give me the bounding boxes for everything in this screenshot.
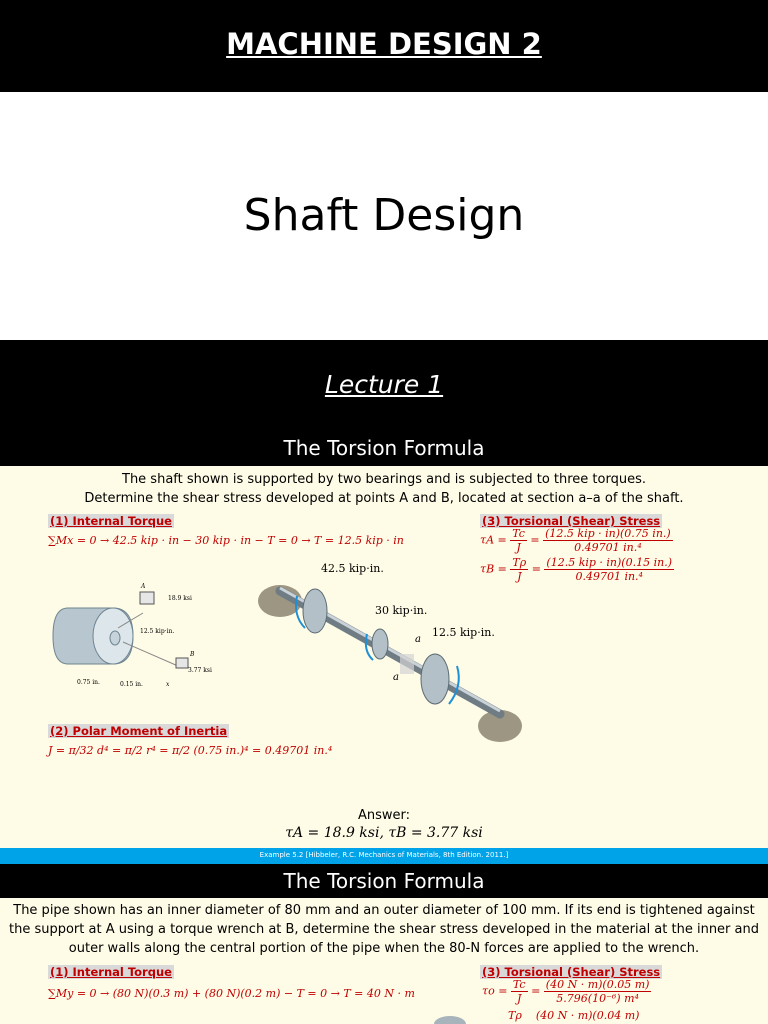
tauA-frac-den: 0.49701 in.⁴: [574, 541, 642, 554]
taui-frac-num: (40 N · m)(0.04 m): [535, 1009, 640, 1022]
step1-equation: ∑Mx = 0 → 42.5 kip · in − 30 kip · in − T = 0 → T = 12.5 kip · in: [48, 534, 404, 547]
tauo-den: J: [517, 992, 522, 1005]
problem-line-2: Determine the shear stress developed at points A and B, located at section a–a of the shaft.: [84, 491, 684, 506]
step2-equation: J = π/32 d⁴ = π/2 r⁴ = π/2 (0.75 in.)⁴ = 0.49701 in.⁴: [48, 744, 333, 757]
label-section-a-bottom: a: [393, 672, 399, 683]
label-torque-42: 42.5 kip·in.: [321, 562, 384, 575]
citation-text: Example 5.2 [Hibbeler, R.C. Mechanics of Materials, 8th Edition. 2011.]: [259, 851, 509, 859]
header-bar: [0, 0, 768, 92]
title-slide: [0, 92, 768, 340]
step1-label-2: (1) Internal Torque: [50, 965, 172, 979]
problem-line-1: The shaft shown is supported by two bearings and is subjected to three torques.: [122, 472, 646, 487]
example-2-panel: [0, 898, 768, 1024]
tauA-frac-num: (12.5 kip · in)(0.75 in.): [545, 527, 671, 540]
label-r-inner: 0.15 in.: [120, 681, 143, 688]
tauB-num: Tρ: [512, 556, 527, 569]
tauo-frac-den: 5.796(10⁻⁶) m⁴: [556, 992, 639, 1005]
label-stress-b: 3.77 ksi: [188, 667, 212, 674]
tauo-equation: τo = $\frac{Tc}{J}$ = $\frac{(40 N \cdot m)(0.05 m)}{\text{5.796(10⁻⁶) m⁴}}$: [482, 978, 650, 1005]
label-x: x: [166, 681, 170, 688]
lecture-banner: [0, 340, 768, 466]
tauo-lhs: τo =: [482, 984, 508, 998]
problem-statement-2: The pipe shown has an inner diameter of 80 mm and an outer diameter of 100 mm. If its end is tightened against the support at A using a torque wrench at B, determine the shear stress developed in the material at the inner and outer walls along the central portion of the pipe when the 80-N forces are applied to the wrench.: [9, 903, 759, 956]
tauB-frac-den: 0.49701 in.⁴: [575, 570, 643, 583]
label-torque-small: 12.5 kip·in.: [140, 628, 175, 635]
slide-title: Shaft Design: [243, 190, 525, 241]
tauo-num: Tc: [512, 978, 526, 991]
tauB-den: J: [517, 570, 522, 583]
taui-partial: [508, 1009, 639, 1022]
tauA-num: Tc: [512, 527, 525, 540]
citation-bar: [0, 848, 768, 864]
taui-num: Tρ: [508, 1009, 522, 1022]
header-title: MACHINE DESIGN 2: [226, 27, 542, 61]
pipe-figure-fragment: [430, 1010, 470, 1024]
problem-statement-1: [0, 470, 768, 508]
example-1-panel: [0, 466, 768, 848]
step3-label: (3) Torsional (Shear) Stress: [482, 514, 661, 528]
tauB-frac-num: (12.5 kip · in)(0.15 in.): [546, 556, 672, 569]
step3-label-2: (3) Torsional (Shear) Stress: [482, 965, 661, 979]
tauA-lhs: τA =: [480, 533, 507, 547]
label-torque-12: 12.5 kip·in.: [432, 626, 495, 639]
label-r-outer: 0.75 in.: [77, 679, 100, 686]
step1-equation-2: ∑My = 0 → (80 N)(0.3 m) + (80 N)(0.2 m) − T = 0 → T = 40 N · m: [48, 987, 415, 1000]
section-banner-2: [0, 864, 768, 898]
tauA-equation: τA = $\frac{Tc}{J}$ = $\frac{\text{(12.5 kip · in)(0.75 in.)}}{\text{0.49701 in.⁴}}$: [480, 527, 671, 554]
stress-element-figure: [48, 578, 228, 693]
shaft-figure: [235, 556, 535, 766]
label-section-a-top: a: [415, 634, 421, 645]
tauB-lhs: τB =: [480, 562, 507, 576]
section-title-1: The Torsion Formula: [283, 436, 485, 460]
step1-label: (1) Internal Torque: [50, 514, 172, 528]
tauB-equation: τB = $\frac{T\rho}{J}$ = $\frac{\text{(12.5 kip · in)(0.15 in.)}}{\text{0.49701 in.⁴}}$: [480, 556, 672, 583]
tauo-frac-num: (40 N · m)(0.05 m): [545, 978, 650, 991]
label-point-b: B: [190, 651, 195, 658]
section-title-2: The Torsion Formula: [283, 869, 485, 893]
lecture-label: Lecture 1: [324, 370, 444, 399]
label-point-a: A: [141, 583, 146, 590]
label-torque-30: 30 kip·in.: [375, 604, 428, 617]
answer-value: τA = 18.9 ksi, τB = 3.77 ksi: [285, 825, 483, 841]
label-stress-a: 18.9 ksi: [168, 595, 192, 602]
tauA-den: J: [516, 541, 521, 554]
answer-label: Answer:: [357, 808, 411, 823]
step2-label: (2) Polar Moment of Inertia: [50, 724, 228, 738]
